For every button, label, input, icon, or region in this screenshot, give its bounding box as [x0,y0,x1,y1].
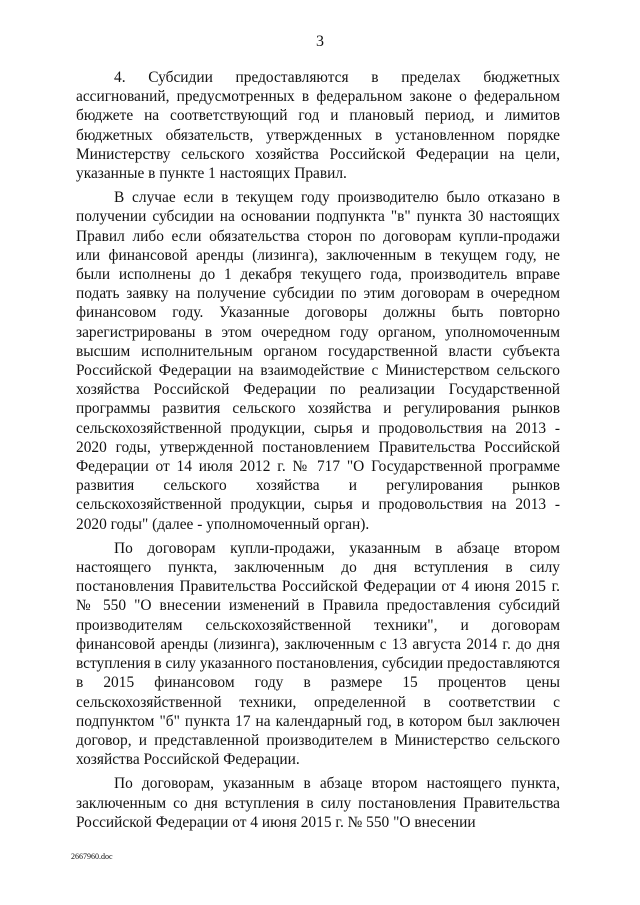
paragraph-refusal-case: В случае если в текущем году производителю было отказано в получении субсидии на основании подпункта "в" пункта 30 настоящих Правил либо если обязательства сторон по договорам купли-продажи или финансовой аренды (лизинга), заключенным в текущем году, не были исполнены до 1 декабря текущего года, производитель вправе подать заявку на получение субсидии по этим договорам в очередном финансовом году. Указанные договоры должны быть повторно зарегистрированы в этом очередном году органом, уполномоченным высшим исполнительным органом государственной власти субъекта Российской Федерации на взаимодействие с Министерством сельского хозяйства Российской Федерации по реализации Государственной программы развития сельского хозяйства и регулирования рынков сельскохозяйственной продукции, сырья и продовольствия на 2013 - 2020 годы, утвержденной постановлением Правительства Российской Федерации от 14 июля 2012 г. № 717 "О Государственной программе развития сельского хозяйства и регулирования рынков сельскохозяйственной продукции, сырья и продовольствия на 2013 - 2020 годы" (далее - уполномоченный орган). [76,189,560,533]
footer-filename: 2667960.doc [71,852,113,861]
document-body [76,68,560,837]
paragraph-purchase-contracts: По договорам купли-продажи, указанным в абзаце втором настоящего пункта, заключенным до дня вступления в силу постановления Правительства Российской Федерации от 4 июня 2015 г. № 550 "О внесении изменений в Правила предоставления субсидий производителям сельскохозяйственной техники", и договорам финансовой аренды (лизинга), заключенным с 13 августа 2014 г. до дня вступления в силу указанного постановления, субсидии предоставляются в 2015 финансовом году в размере 15 процентов цены сельскохозяйственной техники, определенной в соответствии с подпунктом "б" пункта 17 на календарный год, в котором был заключен договор, и представленной производителем в Министерство сельского хозяйства Российской Федерации. [76,539,560,769]
paragraph-contracts-after-decree: По договорам, указанным в абзаце втором настоящего пункта, заключенным со дня вступления в силу постановления Правительства Российской Федерации от 4 июня 2015 г. № 550 "О внесении [76,775,560,831]
page-number: 3 [316,33,324,50]
paragraph-subsidy-limits: 4. Субсидии предоставляются в пределах бюджетных ассигнований, предусмотренных в федеральном законе о федеральном бюджете на соответствующий год и плановый период, и лимитов бюджетных обязательств, утвержденных в установленном порядке Министерству сельского хозяйства Российской Федерации на цели, указанные в пункте 1 настоящих Правил. [76,69,560,183]
